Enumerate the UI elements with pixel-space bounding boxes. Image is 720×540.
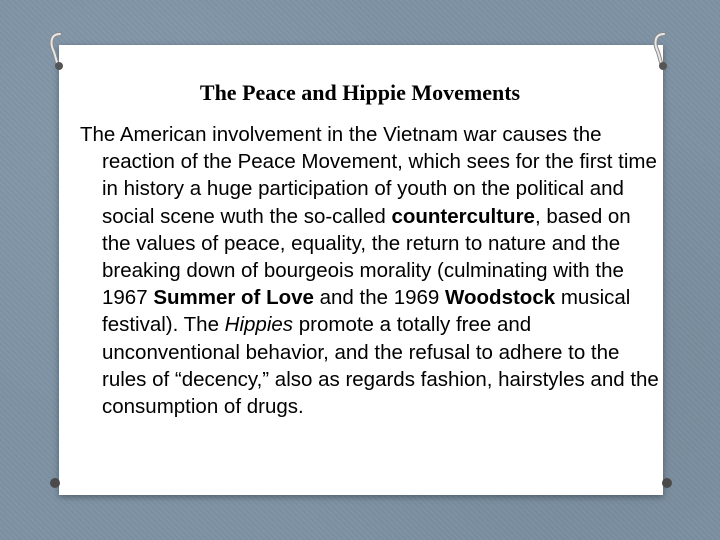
corner-dot-bottom-left	[50, 478, 60, 488]
paragraph-text: promote a totally free and unconventional behavior, and the refusal to adhere to the rules of “decency,” also as regards fashion, hairstyles and the consumption of drugs.	[102, 313, 659, 419]
term-hippies: Hippies	[224, 313, 294, 337]
paragraph-text: The American involvement in the Vietnam war causes the reaction of the Peace Movement, which sees for the first time in history a huge participation of youth on the political and social scene wuth the so-called	[80, 123, 657, 228]
term-woodstock: Woodstock	[445, 286, 556, 310]
term-counterculture: counterculture	[391, 204, 535, 228]
term-summer-of-love: Summer of Love	[153, 286, 314, 310]
slide-title: The Peace and Hippie Movements	[199, 80, 521, 105]
corner-dot-bottom-right	[662, 478, 672, 488]
binder-ring-left-icon	[46, 30, 70, 70]
slide-body-paragraph	[80, 121, 662, 420]
binder-ring-right-icon	[650, 30, 674, 70]
paragraph-text: musical festival). The	[102, 286, 631, 337]
paragraph-text: , based on the values of peace, equality, the return to nature and the breaking down of bourgeois morality (culminating with the 1967	[102, 204, 631, 310]
paragraph-text: and the 1969	[313, 286, 446, 310]
